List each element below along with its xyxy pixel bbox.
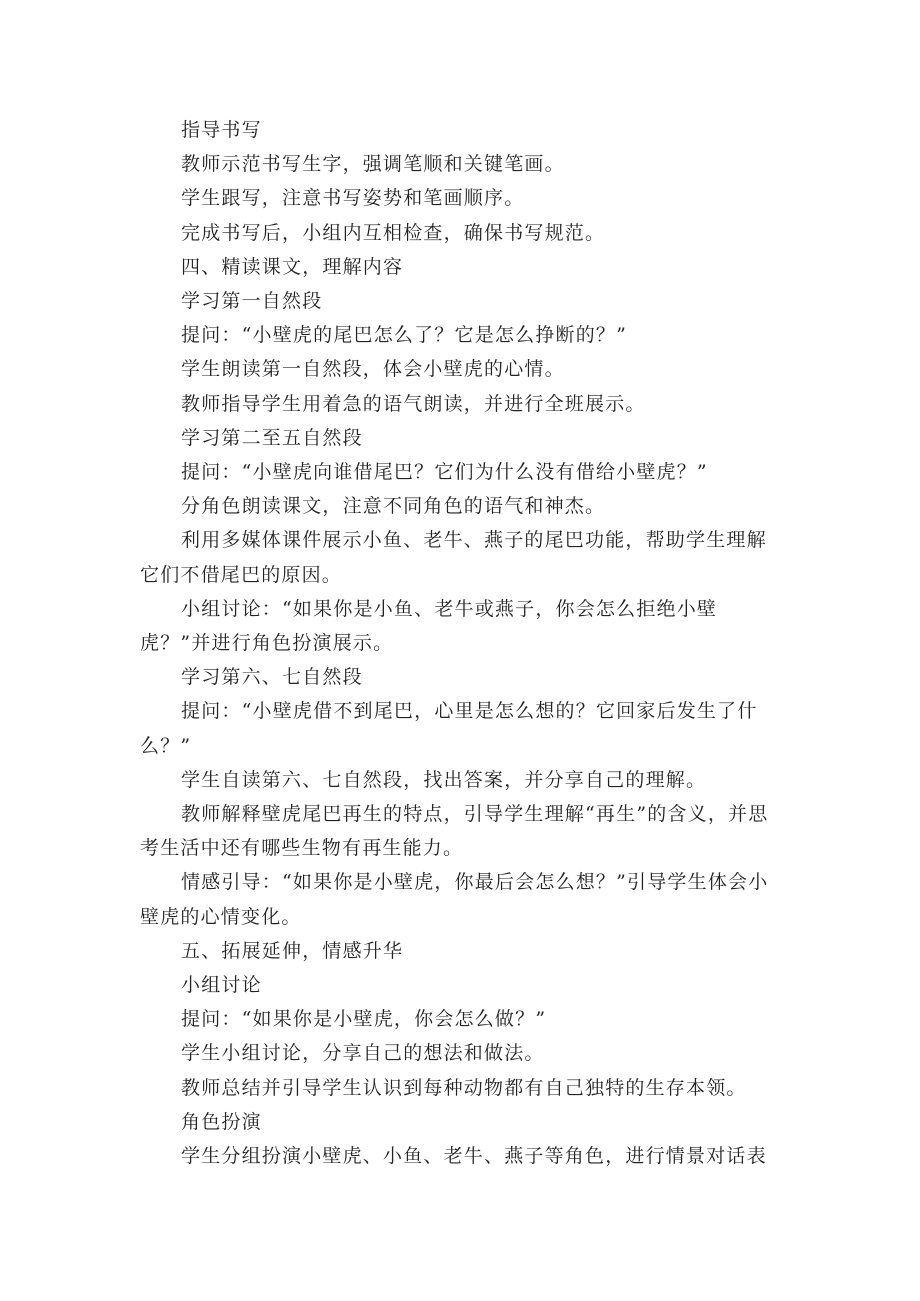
paragraph: 教师总结并引导学生认识到每种动物都有自己独特的生存本领。 <box>181 1076 747 1099</box>
paragraph: 情感引导：“如果你是小壁虎，你最后会怎么想？”引导学生体会小壁虎的心情变化。 <box>140 871 769 928</box>
section-heading: 四、精读课文，理解内容 <box>181 255 404 278</box>
paragraph: 提问：“如果你是小壁虎，你会怎么做？” <box>181 1008 547 1031</box>
paragraph: 教师解释壁虎尾巴再生的特点，引导学生理解“再生”的含义，并思考生活中还有哪些生物有再生能力。 <box>140 803 769 860</box>
paragraph: 学生跟写，注意书写姿势和笔画顺序。 <box>181 187 525 210</box>
subheading: 角色扮演 <box>181 1110 262 1133</box>
subheading: 学习第六、七自然段 <box>181 666 363 689</box>
paragraph: 学生分组扮演小壁虎、小鱼、老牛、燕子等角色，进行情景对话表 <box>181 1145 767 1168</box>
paragraph: 提问：“小壁虎的尾巴怎么了？它是怎么挣断的？” <box>181 324 628 347</box>
paragraph: 教师示范书写生字，强调笔顺和关键笔画。 <box>181 153 565 176</box>
paragraph: 利用多媒体课件展示小鱼、老牛、燕子的尾巴功能，帮助学生理解它们不借尾巴的原因。 <box>140 529 767 586</box>
paragraph: 学生小组讨论，分享自己的想法和做法。 <box>181 1042 545 1065</box>
paragraph: 学生自读第六、七自然段，找出答案，并分享自己的理解。 <box>181 768 707 791</box>
paragraph: 提问：“小壁虎向谁借尾巴？它们为什么没有借给小壁虎？” <box>181 461 708 484</box>
section-heading: 五、拓展延伸，情感升华 <box>181 939 404 962</box>
paragraph: 分角色朗读课文，注意不同角色的语气和神杰。 <box>181 495 606 518</box>
subheading: 学习第一自然段 <box>181 290 323 313</box>
document-body <box>140 113 780 1173</box>
paragraph: 教师指导学生用着急的语气朗读，并进行全班展示。 <box>181 392 646 415</box>
paragraph: 学生朗读第一自然段，体会小壁虎的心情。 <box>181 358 565 381</box>
subheading: 学习第二至五自然段 <box>181 426 363 449</box>
paragraph: 小组讨论：“如果你是小鱼、老牛或燕子，你会怎么拒绝小壁虎？”并进行角色扮演展示。 <box>140 597 718 655</box>
subheading: 小组讨论 <box>181 974 262 997</box>
paragraph: 完成书写后，小组内互相检查，确保书写规范。 <box>181 221 606 244</box>
paragraph: 指导书写 <box>181 119 262 141</box>
paragraph: 提问：“小壁虎借不到尾巴，心里是怎么想的？它回家后发生了什么？” <box>140 700 758 757</box>
